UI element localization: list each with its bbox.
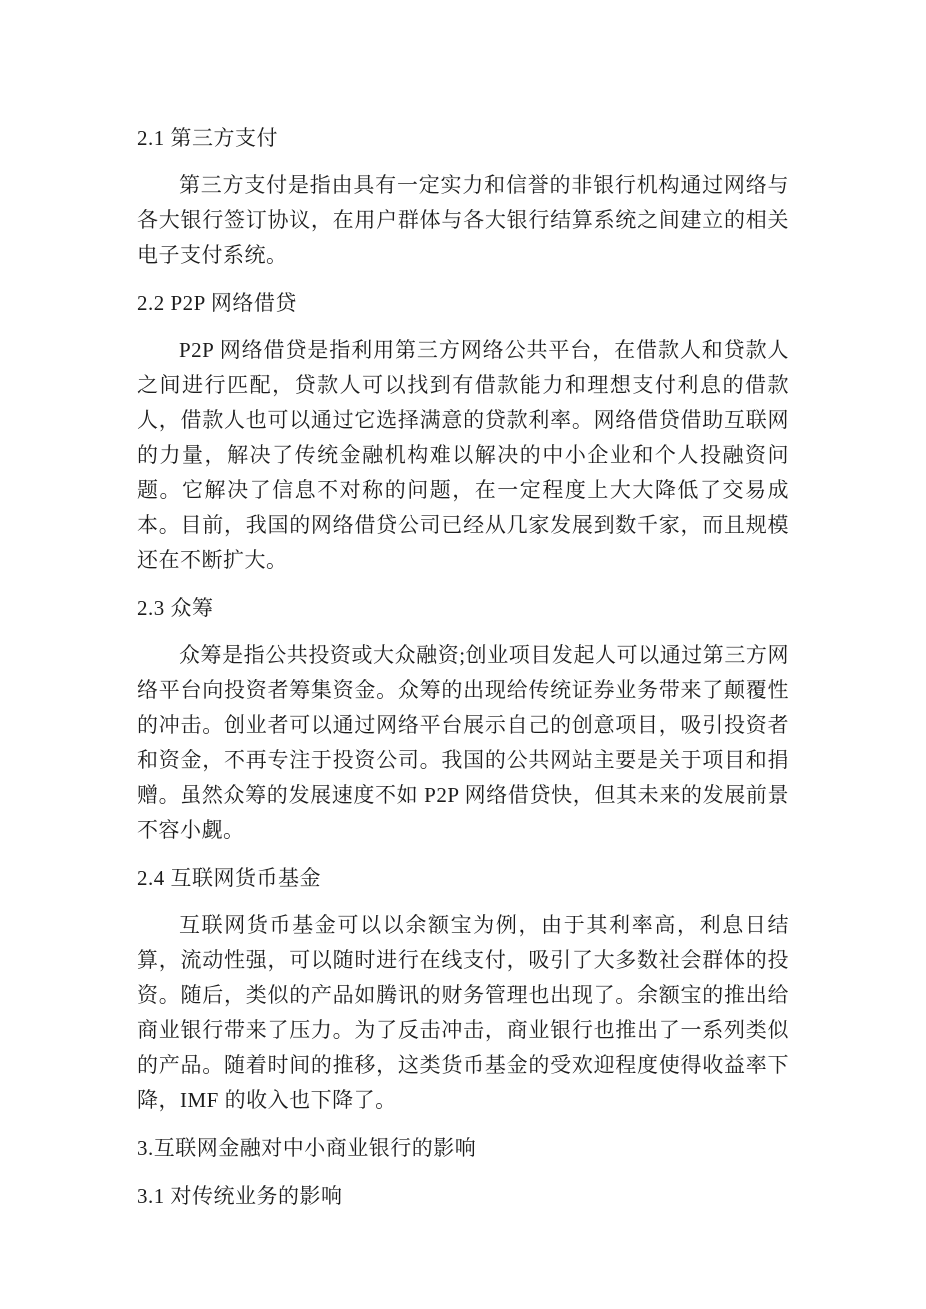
section-paragraph: 互联网货币基金可以以余额宝为例，由于其利率高，利息日结算，流动性强，可以随时进行在线支付，吸引了大多数社会群体的投资。随后，类似的产品如腾讯的财务管理也出现了。余额宝的推出给商业银行带来了压力。为了反击冲击，商业银行也推出了一系列类似的产品。随着时间的推移，这类货币基金的受欢迎程度使得收益率下降，IMF 的收入也下降了。 [137,913,789,1112]
section-paragraph: 第三方支付是指由具有一定实力和信誉的非银行机构通过网络与各大银行签订协议，在用户群体与各大银行结算系统之间建立的相关电子支付系统。 [137,173,789,267]
section-impact-on-banks [137,1131,789,1166]
section-heading: 3.1 对传统业务的影响 [137,1184,343,1208]
section-paragraph: P2P 网络借贷是指利用第三方网络公共平台，在借款人和贷款人之间进行匹配，贷款人可以找到有借款能力和理想支付利息的借款人，借款人也可以通过它选择满意的贷款利率。网络借贷借助互联网的力量，解决了传统金融机构难以解决的中小企业和个人投融资问题。它解决了信息不对称的问题，在一定程度上大大降低了交易成本。目前，我国的网络借贷公司已经从几家发展到数千家，而且规模还在不断扩大。 [137,338,789,572]
section-paragraph: 众筹是指公共投资或大众融资;创业项目发起人可以通过第三方网络平台向投资者筹集资金。众筹的出现给传统证券业务带来了颠覆性的冲击。创业者可以通过网络平台展示自己的创意项目，吸引投资者和资金，不再专注于投资公司。我国的公共网站主要是关于项目和捐赠。虽然众筹的发展速度不如 P2P 网络借贷快，但其未来的发展前景不容小觑。 [137,643,789,842]
section-third-party-payment [137,121,789,273]
section-crowdfunding [137,591,789,848]
section-heading: 2.1 第三方支付 [137,126,278,150]
section-internet-money-fund [137,861,789,1118]
section-heading: 3.互联网金融对中小商业银行的影响 [137,1136,477,1160]
section-p2p-lending [137,286,789,578]
section-impact-on-traditional-business [137,1179,789,1214]
section-heading: 2.2 P2P 网络借贷 [137,291,297,315]
section-heading: 2.4 互联网货币基金 [137,866,321,890]
section-heading: 2.3 众筹 [137,596,214,620]
